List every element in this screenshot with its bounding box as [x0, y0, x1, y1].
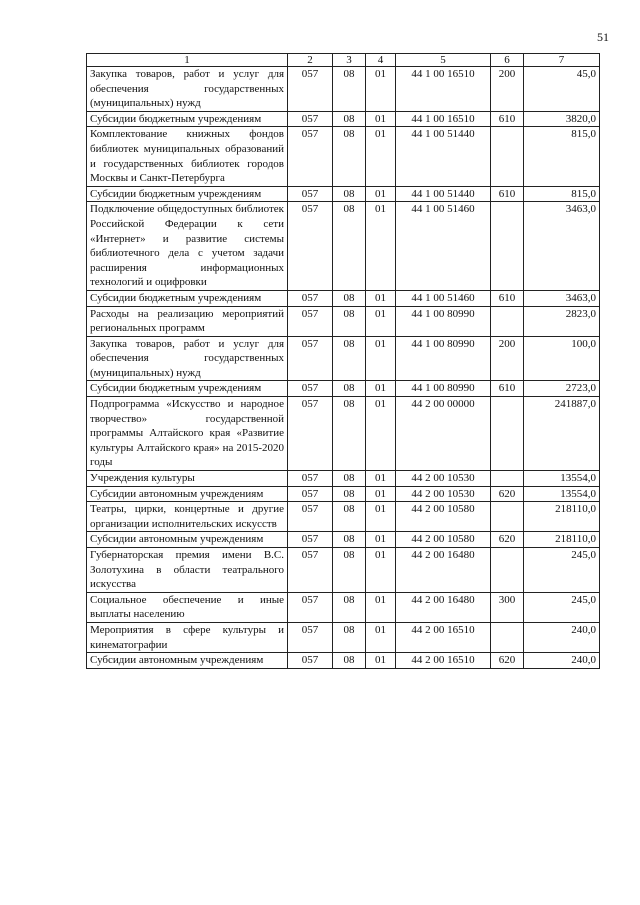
- cell-name: Субсидии бюджетным учреждениям: [87, 381, 288, 397]
- cell-amount: 241887,0: [524, 397, 600, 471]
- cell-subsection: 01: [366, 186, 396, 202]
- cell-expense-type: [491, 202, 524, 291]
- cell-subsection: 01: [366, 502, 396, 532]
- cell-subsection: 01: [366, 67, 396, 112]
- cell-ministry-code: 057: [288, 486, 333, 502]
- cell-name: Субсидии бюджетным учреждениям: [87, 290, 288, 306]
- cell-subsection: 01: [366, 653, 396, 669]
- cell-name: Губернаторская премия имени В.С. Золотухина в области театрального искусства: [87, 548, 288, 593]
- header-col-5: 5: [396, 54, 491, 67]
- cell-target-article: 44 1 00 51460: [396, 202, 491, 291]
- cell-subsection: 01: [366, 397, 396, 471]
- cell-subsection: 01: [366, 202, 396, 291]
- table-row: [87, 111, 600, 127]
- cell-name: Закупка товаров, работ и услуг для обеспечения государственных (муниципальных) нужд: [87, 67, 288, 112]
- cell-name: Субсидии автономным учреждениям: [87, 532, 288, 548]
- cell-section: 08: [333, 306, 366, 336]
- cell-ministry-code: 057: [288, 186, 333, 202]
- table-row: [87, 397, 600, 471]
- cell-expense-type: [491, 471, 524, 487]
- cell-amount: 240,0: [524, 653, 600, 669]
- cell-target-article: 44 2 00 16480: [396, 592, 491, 622]
- cell-ministry-code: 057: [288, 127, 333, 186]
- table-row: [87, 502, 600, 532]
- cell-amount: 2723,0: [524, 381, 600, 397]
- cell-section: 08: [333, 381, 366, 397]
- cell-expense-type: 300: [491, 592, 524, 622]
- cell-target-article: 44 2 00 10530: [396, 471, 491, 487]
- cell-name: Театры, цирки, концертные и другие организации исполнительских искусств: [87, 502, 288, 532]
- header-col-3: 3: [333, 54, 366, 67]
- cell-subsection: 01: [366, 532, 396, 548]
- cell-target-article: 44 2 00 16510: [396, 622, 491, 652]
- table-row: [87, 290, 600, 306]
- cell-amount: 3463,0: [524, 290, 600, 306]
- cell-amount: 218110,0: [524, 532, 600, 548]
- cell-name: Субсидии бюджетным учреждениям: [87, 111, 288, 127]
- table-row: [87, 471, 600, 487]
- cell-amount: 2823,0: [524, 306, 600, 336]
- table-row: [87, 381, 600, 397]
- cell-ministry-code: 057: [288, 290, 333, 306]
- cell-section: 08: [333, 336, 366, 381]
- cell-ministry-code: 057: [288, 622, 333, 652]
- cell-ministry-code: 057: [288, 532, 333, 548]
- cell-section: 08: [333, 592, 366, 622]
- cell-subsection: 01: [366, 127, 396, 186]
- cell-amount: 245,0: [524, 592, 600, 622]
- table-row: [87, 622, 600, 652]
- table-header-row: [87, 54, 600, 67]
- cell-expense-type: 620: [491, 653, 524, 669]
- cell-section: 08: [333, 548, 366, 593]
- header-col-6: 6: [491, 54, 524, 67]
- cell-expense-type: [491, 306, 524, 336]
- cell-section: 08: [333, 502, 366, 532]
- cell-amount: 13554,0: [524, 471, 600, 487]
- cell-target-article: 44 1 00 80990: [396, 336, 491, 381]
- cell-amount: 3463,0: [524, 202, 600, 291]
- cell-ministry-code: 057: [288, 111, 333, 127]
- cell-section: 08: [333, 202, 366, 291]
- cell-ministry-code: 057: [288, 397, 333, 471]
- cell-expense-type: [491, 622, 524, 652]
- table-row: [87, 532, 600, 548]
- cell-ministry-code: 057: [288, 202, 333, 291]
- cell-target-article: 44 2 00 16510: [396, 653, 491, 669]
- cell-ministry-code: 057: [288, 471, 333, 487]
- cell-ministry-code: 057: [288, 381, 333, 397]
- cell-expense-type: 620: [491, 486, 524, 502]
- cell-expense-type: [491, 397, 524, 471]
- table-row: [87, 548, 600, 593]
- cell-amount: 100,0: [524, 336, 600, 381]
- cell-section: 08: [333, 397, 366, 471]
- cell-target-article: 44 2 00 10580: [396, 532, 491, 548]
- cell-ministry-code: 057: [288, 502, 333, 532]
- cell-name: Субсидии автономным учреждениям: [87, 486, 288, 502]
- cell-amount: 218110,0: [524, 502, 600, 532]
- table-row: [87, 336, 600, 381]
- cell-target-article: 44 1 00 51440: [396, 186, 491, 202]
- cell-expense-type: [491, 548, 524, 593]
- cell-target-article: 44 2 00 10530: [396, 486, 491, 502]
- cell-name: Комплектование книжных фондов библиотек муниципальных образований и государственных библиотек городов Москвы и Санкт-Петербурга: [87, 127, 288, 186]
- cell-expense-type: 620: [491, 532, 524, 548]
- cell-expense-type: 610: [491, 381, 524, 397]
- table-row: [87, 486, 600, 502]
- cell-section: 08: [333, 532, 366, 548]
- cell-expense-type: [491, 502, 524, 532]
- table-row: [87, 67, 600, 112]
- table-row: [87, 653, 600, 669]
- cell-section: 08: [333, 486, 366, 502]
- cell-ministry-code: 057: [288, 336, 333, 381]
- cell-ministry-code: 057: [288, 548, 333, 593]
- cell-expense-type: 610: [491, 111, 524, 127]
- cell-name: Мероприятия в сфере культуры и кинематографии: [87, 622, 288, 652]
- cell-expense-type: 610: [491, 290, 524, 306]
- cell-target-article: 44 1 00 16510: [396, 67, 491, 112]
- cell-amount: 3820,0: [524, 111, 600, 127]
- cell-target-article: 44 1 00 51440: [396, 127, 491, 186]
- table-row: [87, 186, 600, 202]
- cell-section: 08: [333, 186, 366, 202]
- header-col-1: 1: [87, 54, 288, 67]
- cell-subsection: 01: [366, 111, 396, 127]
- header-col-7: 7: [524, 54, 600, 67]
- cell-section: 08: [333, 471, 366, 487]
- table-row: [87, 202, 600, 291]
- cell-name: Закупка товаров, работ и услуг для обеспечения государственных (муниципальных) нужд: [87, 336, 288, 381]
- cell-section: 08: [333, 622, 366, 652]
- table-row: [87, 592, 600, 622]
- cell-ministry-code: 057: [288, 592, 333, 622]
- cell-target-article: 44 1 00 51460: [396, 290, 491, 306]
- cell-ministry-code: 057: [288, 306, 333, 336]
- cell-amount: 815,0: [524, 186, 600, 202]
- cell-amount: 45,0: [524, 67, 600, 112]
- cell-amount: 13554,0: [524, 486, 600, 502]
- cell-name: Учреждения культуры: [87, 471, 288, 487]
- cell-target-article: 44 1 00 16510: [396, 111, 491, 127]
- cell-target-article: 44 2 00 10580: [396, 502, 491, 532]
- cell-name: Субсидии автономным учреждениям: [87, 653, 288, 669]
- cell-subsection: 01: [366, 622, 396, 652]
- header-col-2: 2: [288, 54, 333, 67]
- cell-name: Субсидии бюджетным учреждениям: [87, 186, 288, 202]
- header-col-4: 4: [366, 54, 396, 67]
- cell-name: Расходы на реализацию мероприятий региональных программ: [87, 306, 288, 336]
- cell-target-article: 44 2 00 00000: [396, 397, 491, 471]
- cell-section: 08: [333, 111, 366, 127]
- budget-table: [86, 53, 600, 669]
- cell-section: 08: [333, 67, 366, 112]
- cell-target-article: 44 1 00 80990: [396, 306, 491, 336]
- page-number: 51: [597, 30, 609, 44]
- cell-name: Социальное обеспечение и иные выплаты населению: [87, 592, 288, 622]
- cell-name: Подключение общедоступных библиотек Российской Федерации к сети «Интернет» и развитие системы библиотечного дела с учетом задачи расширения информационных технологий и оцифровки: [87, 202, 288, 291]
- cell-section: 08: [333, 127, 366, 186]
- cell-subsection: 01: [366, 306, 396, 336]
- cell-target-article: 44 2 00 16480: [396, 548, 491, 593]
- cell-target-article: 44 1 00 80990: [396, 381, 491, 397]
- cell-subsection: 01: [366, 336, 396, 381]
- cell-expense-type: 200: [491, 67, 524, 112]
- cell-subsection: 01: [366, 290, 396, 306]
- table-row: [87, 306, 600, 336]
- cell-expense-type: [491, 127, 524, 186]
- cell-name: Подпрограмма «Искусство и народное творчество» государственной программы Алтайского края «Развитие культуры Алтайского края» на 2015-2020 годы: [87, 397, 288, 471]
- cell-section: 08: [333, 290, 366, 306]
- cell-subsection: 01: [366, 486, 396, 502]
- cell-subsection: 01: [366, 548, 396, 593]
- cell-amount: 815,0: [524, 127, 600, 186]
- cell-subsection: 01: [366, 471, 396, 487]
- cell-ministry-code: 057: [288, 653, 333, 669]
- cell-expense-type: 610: [491, 186, 524, 202]
- cell-amount: 240,0: [524, 622, 600, 652]
- cell-ministry-code: 057: [288, 67, 333, 112]
- table-row: [87, 127, 600, 186]
- cell-amount: 245,0: [524, 548, 600, 593]
- cell-section: 08: [333, 653, 366, 669]
- cell-subsection: 01: [366, 381, 396, 397]
- cell-expense-type: 200: [491, 336, 524, 381]
- cell-subsection: 01: [366, 592, 396, 622]
